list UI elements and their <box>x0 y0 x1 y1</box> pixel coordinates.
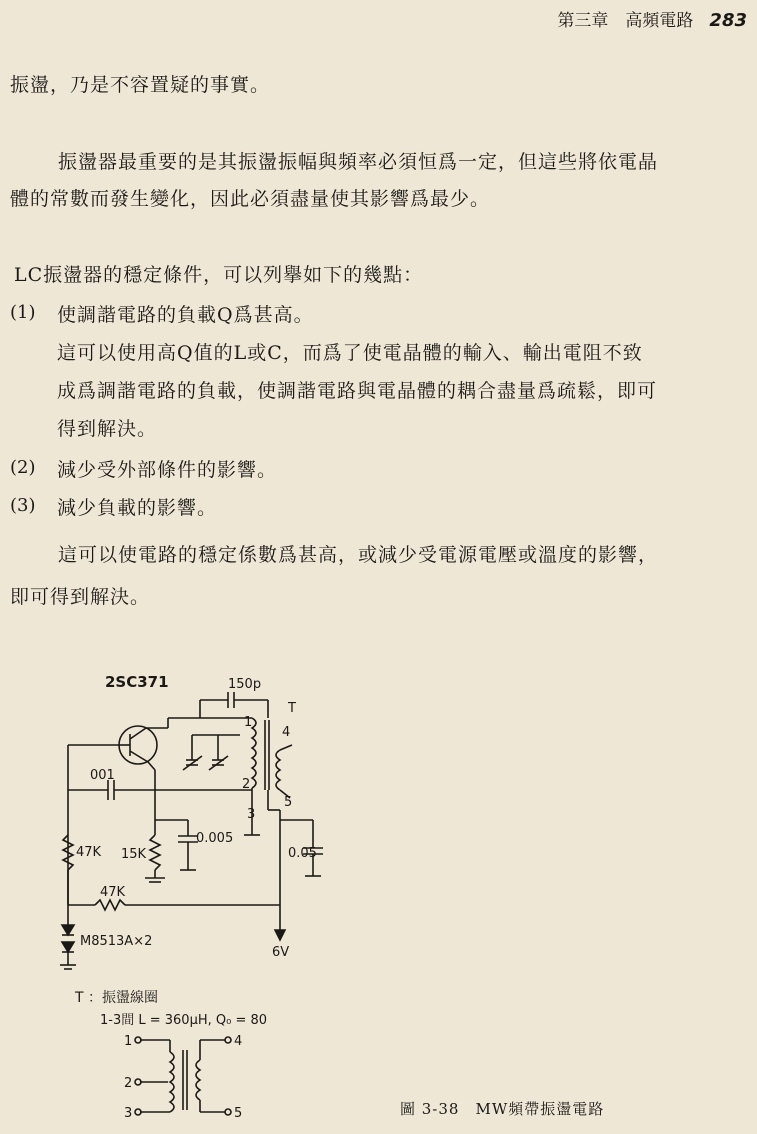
item-3: 減少負載的影響。 <box>57 497 218 519</box>
resistor-15k-label: 15K <box>121 847 147 862</box>
transformer-t-label: T <box>288 701 296 716</box>
page-number: 283 <box>709 10 747 31</box>
transistor-label: 2SC371 <box>105 673 169 691</box>
paragraph-4-line-2: 即可得到解決。 <box>10 586 151 608</box>
cap-0005-label: 0.005 <box>196 831 234 846</box>
resistor-47k-a-label: 47K <box>76 845 102 860</box>
paragraph-2-line-2: 體的常數而發生變化，因此必須盡量使其影響爲最少。 <box>10 188 491 210</box>
paragraph-3: LC振盪器的穩定條件，可以列擧如下的幾點： <box>14 264 424 286</box>
item-1-sub-line-1: 這可以使用高Q值的L或C，而爲了使電晶體的輸入、輸出電阻不致 <box>57 342 643 364</box>
paragraph-4-line-1: 這可以使電路的穩定係數爲甚高，或減少受電源電壓或溫度的影響， <box>58 544 659 566</box>
paragraph-2-line-1: 振盪器最重要的是其振盪振幅與頻率必須恒爲一定，但這些將依電晶 <box>58 151 659 173</box>
pin-1-label: 1 <box>244 715 253 730</box>
legend-title: T ：振盪線圈 <box>75 990 159 1006</box>
supply-label: 6V <box>272 945 290 960</box>
legend-pin-2: 2 <box>124 1076 133 1091</box>
pin-5-label: 5 <box>284 795 293 810</box>
cap-150p-label: 150p <box>228 677 262 692</box>
running-header <box>557 6 747 31</box>
figure-caption: 圖 3-38 MW頻帶振盪電路 <box>400 1100 605 1118</box>
oscillator-circuit-diagram <box>0 660 420 1134</box>
cap-005-label: 0.05 <box>288 846 317 861</box>
legend-spec: 1-3間 L = 360μH, Q₀ = 80 <box>100 1013 268 1028</box>
resistor-47k-b-label: 47K <box>100 885 126 900</box>
item-3-marker: (3) <box>10 495 36 516</box>
pin-4-label: 4 <box>282 725 291 740</box>
diode-label: M8513A×2 <box>80 934 153 949</box>
legend-pin-5: 5 <box>234 1106 243 1121</box>
item-1: 使調諧電路的負載Q爲甚高。 <box>57 304 314 326</box>
legend-pin-1: 1 <box>124 1034 133 1049</box>
pin-2-label: 2 <box>242 777 251 792</box>
item-1-sub-line-2: 成爲調諧電路的負載，使調諧電路與電晶體的耦合盡量爲疏鬆，即可 <box>57 380 658 402</box>
item-1-sub-line-3: 得到解決。 <box>57 418 158 440</box>
item-1-marker: (1) <box>10 302 36 323</box>
cap-001-label: 001 <box>90 768 115 783</box>
item-2: 減少受外部條件的影響。 <box>57 459 278 481</box>
paragraph-1: 振盪，乃是不容置疑的事實。 <box>10 74 271 96</box>
pin-3-label: 3 <box>247 807 256 822</box>
item-2-marker: (2) <box>10 457 36 478</box>
legend-pin-4: 4 <box>234 1034 243 1049</box>
chapter-title: 第三章 高頻電路 <box>557 11 694 31</box>
legend-pin-3: 3 <box>124 1106 133 1121</box>
